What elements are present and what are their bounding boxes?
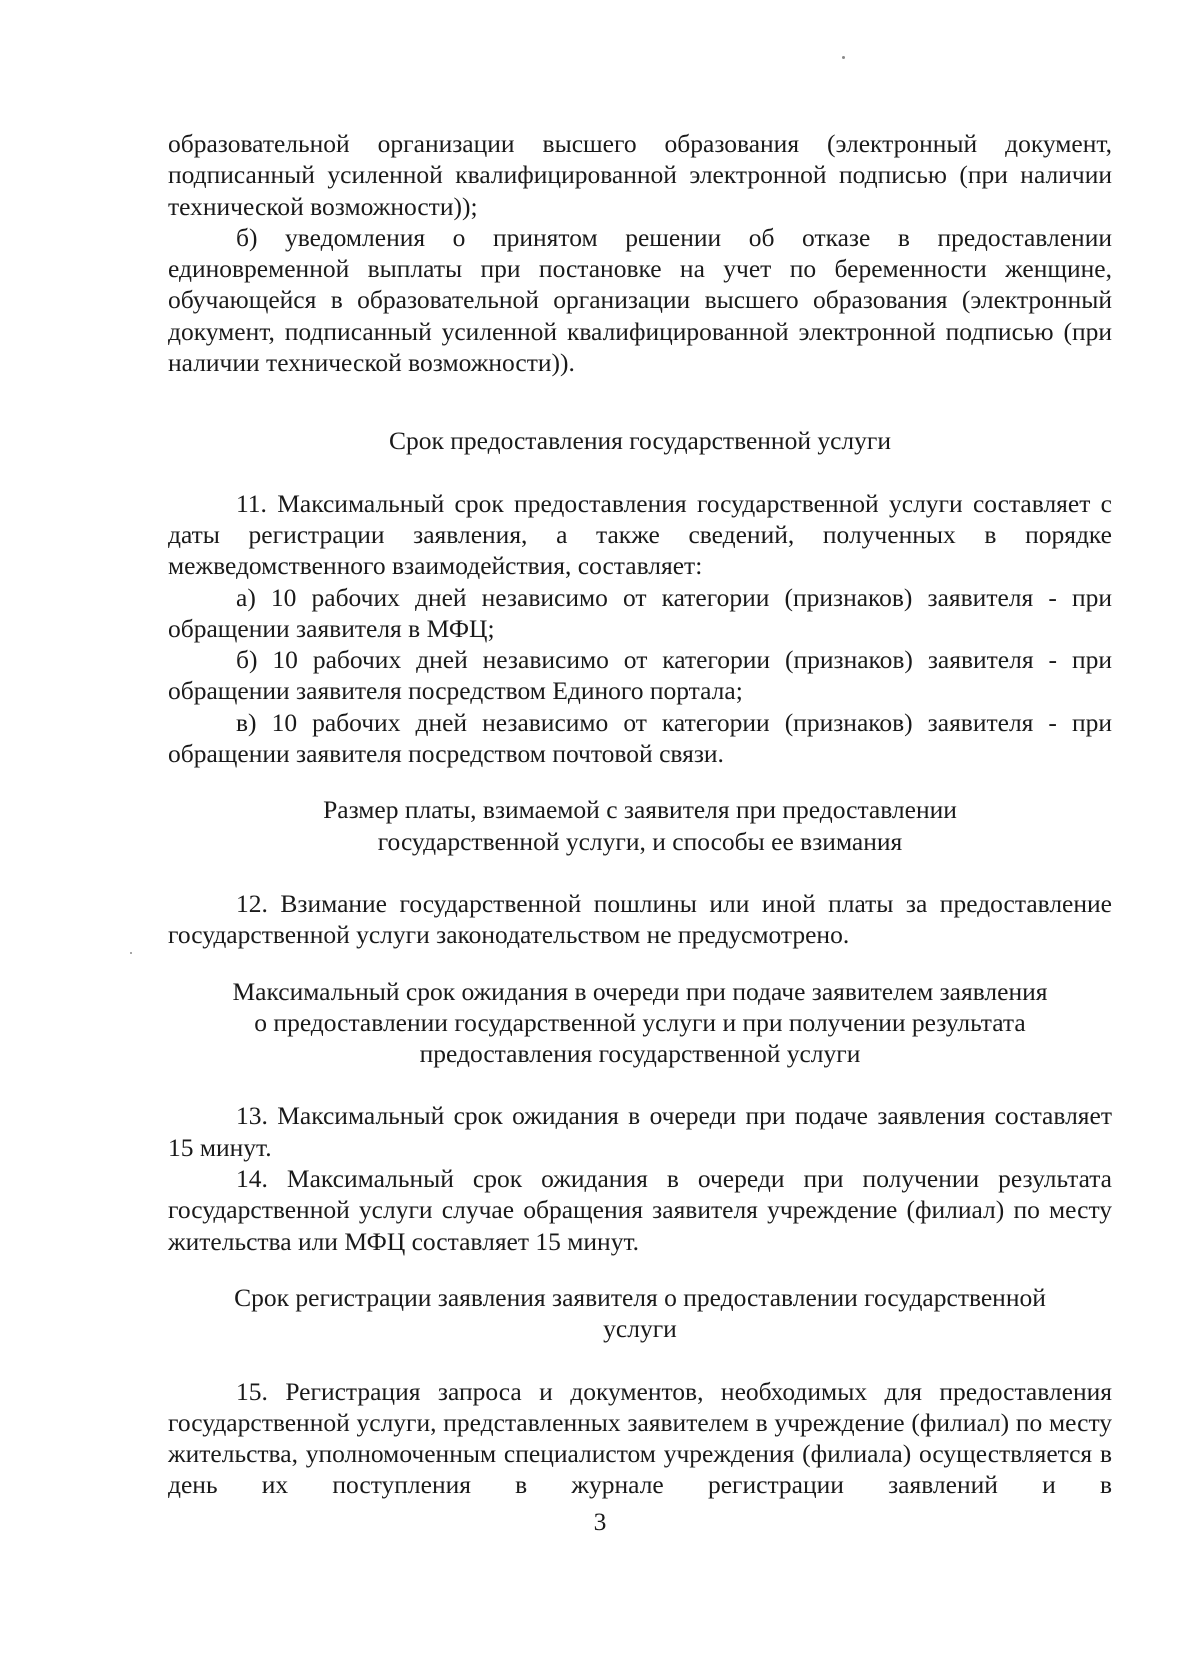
paragraph-b-refusal-notice: б) уведомления о принятом решении об отказе в предоставлении единовременной выплаты при постановке на учет по беременности женщине, обучающейся в образовательной организации высшего образования (электронный документ, подписанный усиленной квалифицированной электронной подписью (при наличии технической возможности)). — [168, 222, 1112, 378]
paragraph-continuation: образовательной организации высшего образования (электронный документ, подписанный усиленной квалифицированной электронной подписью (при наличии технической возможности)); — [168, 129, 1112, 221]
document-body — [168, 128, 1112, 1501]
heading-fee-line-2: государственной услуги, и способы ее взимания — [377, 826, 903, 856]
page-number: 3 — [593, 1507, 607, 1536]
scan-speck — [842, 56, 845, 59]
paragraph-13: 13. Максимальный срок ожидания в очереди при подаче заявления составляет 15 минут. — [168, 1101, 1112, 1162]
paragraph-11-a: а) 10 рабочих дней независимо от категории (признаков) заявителя - при обращении заявителя в МФЦ; — [168, 582, 1112, 643]
paragraph-12: 12. Взимание государственной пошлины или иной платы за предоставление государственной услуги законодательством не предусмотрено. — [168, 888, 1112, 950]
heading-registration-line-2: услуги — [603, 1314, 677, 1344]
heading-fee-line-1: Размер платы, взимаемой с заявителя при предоставлении — [323, 795, 957, 825]
paragraph-11-b: б) 10 рабочих дней независимо от категории (признаков) заявителя - при обращении заявителя посредством Единого портала; — [168, 645, 1112, 706]
scan-speck — [130, 952, 132, 954]
heading-queue-line-3: предоставления государственной услуги — [419, 1039, 861, 1069]
paragraph-11: 11. Максимальный срок предоставления государственной услуги составляет с даты регистрации заявления, а также сведений, полученных в порядке межведомственного взаимодействия, составляет: — [168, 488, 1112, 581]
heading-queue-line-2: о предоставлении государственной услуги и при получении результата — [254, 1007, 1026, 1037]
heading-registration-line-1: Срок регистрации заявления заявителя о предоставлении государственной — [234, 1282, 1046, 1312]
heading-service-term: Срок предоставления государственной услуги — [388, 426, 891, 456]
paragraph-14: 14. Максимальный срок ожидания в очереди при получении результата государственной услуги случае обращения заявителя учреждение (филиал) по месту жительства или МФЦ составляет 15 минут. — [168, 1164, 1112, 1256]
paragraph-15: 15. Регистрация запроса и документов, необходимых для предоставления государственной услуги, представленных заявителем в учреждение (филиал) по месту жительства, уполномоченным специалистом учреждения (филиала) осуществляется в день их поступления в журнале регистрации заявлений и в — [168, 1376, 1112, 1500]
paragraph-11-v: в) 10 рабочих дней независимо от категории (признаков) заявителя - при обращении заявителя посредством почтовой связи. — [168, 707, 1112, 769]
heading-queue-line-1: Максимальный срок ожидания в очереди при подаче заявителем заявления — [232, 976, 1048, 1006]
